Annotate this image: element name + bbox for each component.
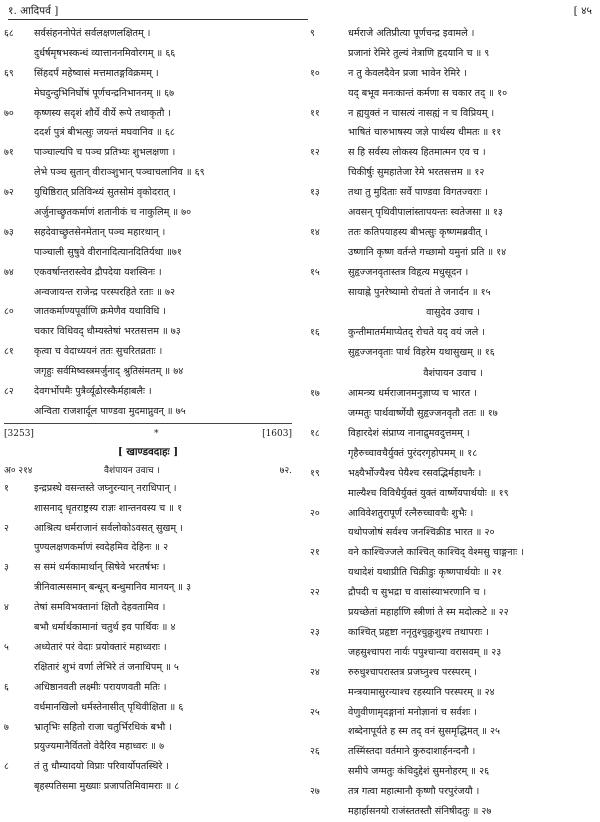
- verse-line: [310, 64, 596, 84]
- verse-number: ६९: [4, 67, 14, 79]
- verse-number: ८२: [4, 386, 14, 398]
- verse-line: [310, 802, 596, 822]
- verse-text: अधिष्ठानवती लक्ष्मीः परायणवती मतिः ।: [34, 681, 167, 693]
- verse-line: [310, 742, 596, 762]
- verse-number: ४: [4, 602, 9, 614]
- verse-text: पाञ्चाल्यपि च पञ्च प्रतिभ्यः शुभलक्षणा ।: [34, 147, 176, 159]
- verse-number: ६८: [4, 28, 14, 39]
- verse-text: शब्देनापूर्यते ह स्म तद् वनं सुसमृद्धिमत् ॥ २५: [348, 726, 501, 738]
- verse-text: माल्यैश्च विविधैर्युक्तं युक्तं वार्ष्णेयपार्थयोः ॥ १९: [348, 487, 509, 499]
- verse-number: ८१: [4, 346, 14, 358]
- verse-text: रुरुधुश्चापरास्तत्र प्रजघ्नुश्च परस्परम् ।: [348, 666, 477, 678]
- verse-line: [4, 44, 292, 64]
- verse-number: १९: [310, 467, 320, 479]
- verse-line: [310, 323, 596, 343]
- verse-text: भक्ष्यैर्भोज्यैश्च पेयैश्च रसवद्भिर्महाधनैः ।: [348, 467, 482, 479]
- verse-number: १८: [310, 428, 320, 440]
- verse-line: [4, 243, 292, 263]
- verse-line: [4, 479, 292, 499]
- verse-text: जातकर्माण्यपूर्वाणि क्रमेणैव यथाविधि ।: [34, 306, 167, 318]
- verse-line: [310, 722, 596, 742]
- verse-number: २०: [310, 507, 320, 519]
- verse-text: सायाह्ने पुनरेष्यामो रोचतां ते जनार्दन ॥ १५: [348, 286, 491, 298]
- verse-line: [310, 683, 596, 703]
- verse-line: [4, 638, 292, 658]
- verse-number: १२: [310, 147, 320, 159]
- verse-text: दुर्धर्षमृषभस्कन्धं व्यात्ताननमिवोरगम् ॥ ६६: [34, 47, 176, 59]
- verse-line: [4, 499, 292, 519]
- page-header: [8, 4, 592, 20]
- verse-line: [4, 342, 292, 362]
- verse-text: लेभे पञ्च सुतान् वीराञ्शुभान् पञ्चाचलानिव ॥ ६९: [34, 167, 205, 179]
- verse-text: जगृहुः सर्वमिष्वस्त्रमर्जुनाद् श्रुतिसंमतम् ॥ ७४: [34, 366, 184, 378]
- verse-text: युधिष्ठिरात् प्रतिविन्ध्यं सुतसोमं वृकोदरात् ।: [34, 187, 176, 199]
- verse-line: [310, 203, 596, 223]
- verse-text: तस्मिंस्तदा वर्तमाने कुरुदाशार्हनन्दनौ ।: [348, 746, 476, 758]
- verse-text: न ह्ययुक्तं न चासत्यं नासह्यं न च विप्रियम् ।: [348, 107, 495, 119]
- verse-number: ७१: [4, 147, 14, 159]
- verse-number: १६: [310, 327, 320, 339]
- verse-line: [4, 598, 292, 618]
- verse-line: [4, 302, 292, 322]
- verse-text: पाञ्चाली सुषुवे वीरानादित्यानदितिर्यथा ॥७१: [34, 246, 182, 258]
- verse-number: २५: [310, 706, 320, 718]
- verse-line: [4, 538, 292, 558]
- verse-line: [4, 123, 292, 143]
- verse-text: समीपे जग्मतुः कंचिदुद्देशं सुमनोहरम् ॥ २६: [348, 766, 490, 778]
- verse-number: ३: [4, 562, 9, 574]
- verse-text: भ्रातृभिः सहितो राजा चतुर्भिरधिकं बभौ ।: [34, 721, 172, 733]
- right-column: [310, 24, 596, 822]
- verse-text: अर्जुनाच्छ्रुतकर्माणं शतानीकं च नाकुलिम् ॥ ७०: [34, 207, 192, 219]
- verse-line: [310, 263, 596, 283]
- verse-line: [4, 84, 292, 104]
- verse-text: मेघदुन्दुभिनिर्घोषं पूर्णचन्द्रनिभाननम् ॥ ६७: [34, 87, 175, 99]
- verse-text: सुहृज्जनवृतास्तत्र विहृत्य मधुसूदन ।: [348, 266, 469, 278]
- verse-line: [4, 757, 292, 777]
- verse-text: तेषां समविभक्तानां क्षितौ देहवतामिव ।: [34, 602, 166, 614]
- verse-text: सर्वसंहननोपेतं सर्वलक्षणलक्षितम् ।: [34, 28, 151, 39]
- verse-line: [4, 382, 292, 402]
- verse-line: [310, 663, 596, 683]
- verse-number: २७: [310, 786, 320, 798]
- verse-line: [4, 658, 292, 678]
- verse-text: यद् बभूव मनःकान्तं कर्मणा स चकार तद् ॥ १०: [348, 87, 508, 99]
- verse-line: [310, 623, 596, 643]
- verse-line: [4, 322, 292, 342]
- verse-text: सिंहदर्पं महेष्वासं मत्तमातङ्गविक्रमम् ।: [34, 67, 159, 79]
- verse-text: ततः कतिपयाहस्य बीभत्सुः कृष्णमब्रवीत् ।: [348, 226, 488, 238]
- verse-line: [4, 64, 292, 84]
- verse-line: [310, 444, 596, 464]
- verse-text: द्रौपदी च सुभद्रा च वासांस्याभरणानि च ।: [348, 587, 487, 599]
- verse-line: [4, 678, 292, 698]
- verse-number: १७: [310, 388, 320, 400]
- verse-text: सुहृज्जनवृताः पार्थ विहरेम यथासुखम् ॥ १६: [348, 347, 495, 359]
- verse-number: ७२: [4, 187, 14, 199]
- verse-text: पुण्यलक्षणकर्माणं स्वदेहमिव देहिनः ॥ २: [34, 542, 169, 554]
- speaker-heading: वैशंपायन उवाच ।: [423, 368, 483, 380]
- verse-line: [4, 223, 292, 243]
- section-title: [ खाण्डवदाहः ]: [117, 445, 179, 458]
- verse-text: अवसन् पृथिवीपालांस्तापयन्तः स्वतेजसा ॥ १३: [348, 207, 503, 219]
- verse-text: वने काश्चिज्जले काश्चित् काश्चिद् वेश्मसु चाङ्गनाः ।: [348, 547, 524, 559]
- verse-line: [4, 737, 292, 757]
- verse-line: [310, 603, 596, 623]
- verse-number: १०: [310, 67, 320, 79]
- verse-text: त्रीनिवात्मसमान् बन्धून् बन्धुमानिव मानयन् ॥ ३: [34, 582, 192, 594]
- verse-line: [4, 283, 292, 303]
- verse-line: [310, 84, 596, 104]
- adhyaya-number: अ० २१४: [4, 465, 33, 476]
- verse-line: [310, 464, 596, 484]
- verse-text: आश्रित्य धर्मराजानं सर्वलोकोऽवसत् सुखम् ।: [34, 522, 183, 534]
- verse-line: [310, 484, 596, 504]
- verse-line: [4, 519, 292, 539]
- verse-line: [4, 362, 292, 382]
- verse-line: [4, 578, 292, 598]
- verse-text: वेणुवीणामृदङ्गानां मनोज्ञानां च सर्वशः ।: [348, 706, 477, 718]
- verse-line: [4, 183, 292, 203]
- verse-line: [310, 782, 596, 802]
- adhyaya-count: ७२.: [279, 465, 292, 476]
- verse-line: [4, 402, 292, 422]
- verse-number: २४: [310, 666, 320, 678]
- verse-line: [4, 263, 292, 283]
- verse-text: विहारदेशं संप्राप्य नानाद्रुमवदुत्तमम् ।: [348, 428, 470, 440]
- verse-line: [4, 618, 292, 638]
- left-column: [4, 24, 292, 797]
- verse-text: स समं धर्मकामार्थान् सिषेवे भरतर्षभः ।: [34, 562, 166, 574]
- verse-text: चिकीर्षुः सुमहातेजा रेमे भरतसत्तम ॥ १२: [348, 167, 485, 179]
- verse-line: [310, 104, 596, 124]
- verse-text: स हि सर्वस्य लोकस्य हितमात्मन एव च ।: [348, 147, 486, 159]
- verse-line: [4, 143, 292, 163]
- speaker-heading: वासुदेव उवाच ।: [426, 307, 480, 319]
- verse-number: १३: [310, 187, 320, 199]
- verse-text: भाषितं चारुभाषस्य जज्ञे पार्थस्य धीमतः ॥ ११: [348, 127, 502, 139]
- verse-number: ७: [4, 721, 9, 733]
- verse-text: बृहस्पतिसमा मुख्याः प्रजापतिमिवामराः ॥ ८: [34, 781, 180, 793]
- header-divider: [8, 19, 308, 20]
- verse-line: [310, 123, 596, 143]
- verse-number: ७४: [4, 266, 14, 278]
- verse-text: कृत्वा च वेदाध्ययनं ततः सुचरितव्रताः ।: [34, 346, 163, 358]
- verse-line: [310, 424, 596, 444]
- verse-text: प्रयुज्यमानैर्विततो वेदैरिव महाध्वरः ॥ ७: [34, 741, 165, 753]
- verse-line: [4, 698, 292, 718]
- verse-text: वर्धमानखिलो धर्मस्तेनासीत् पृथिवीक्षिता ॥ ६: [34, 701, 184, 713]
- verse-text: तं तु धौम्यादयो विप्राः परिवार्योपतस्थिरे ।: [34, 761, 169, 773]
- verse-number: ८: [4, 761, 9, 773]
- verse-line: [310, 163, 596, 183]
- verse-line: [4, 24, 292, 44]
- verse-text: इन्द्रप्रस्थे वसन्तस्ते जघ्नुरन्यान् नराधिपान् ।: [34, 482, 177, 494]
- verse-line: [310, 563, 596, 583]
- verse-line: [310, 384, 596, 404]
- verse-text: जग्मतुः पार्थवार्ष्णेयौ सुहृज्जनवृतौ ततः ॥ १७: [348, 408, 498, 420]
- verse-number: २६: [310, 746, 320, 758]
- verse-line: [310, 343, 596, 363]
- verse-text: प्रयच्छेतां महार्हाणि स्त्रीणां ते स्म मदोत्कटे ॥ २२: [348, 607, 509, 619]
- verse-line: [310, 404, 596, 424]
- verse-text: यथोपजोषं सर्वश्च जनश्चिक्रीड भारत ॥ २०: [348, 527, 495, 539]
- verse-number: १: [4, 482, 9, 494]
- verse-number: ११: [310, 107, 320, 119]
- verse-number: २: [4, 522, 9, 534]
- reference-right: [1603]: [262, 428, 292, 439]
- verse-number: ६: [4, 681, 9, 693]
- verse-line: [310, 283, 596, 303]
- verse-text: अध्येतारं परं वेदाः प्रयोक्तारं महाध्वराः ।: [34, 641, 167, 653]
- verse-line: [310, 762, 596, 782]
- reference-left: [3253]: [4, 428, 34, 439]
- verse-text: आविवेशतुरापूर्णं रत्नैरुच्चावचैः शुभैः ।: [348, 507, 474, 519]
- page-number: [ ४५: [573, 5, 592, 17]
- verse-text: अन्विता राजशार्दूल पाण्डवा मुदमाप्नुवन् ॥ ७५: [34, 405, 186, 417]
- verse-text: तथा तु मुदिताः सर्वे पाण्डवा विगतज्वराः ।: [348, 187, 488, 199]
- verse-line: [310, 504, 596, 524]
- verse-text: कुन्तीमातर्ममाप्येतद् रोचते यद् वयं जले ।: [348, 327, 485, 339]
- book-section-label: १. आदिपर्व ]: [8, 5, 59, 17]
- verse-number: ८०: [4, 306, 14, 318]
- verse-number: ५: [4, 641, 9, 653]
- verse-text: धर्मराजे अतिप्रीत्या पूर्णचन्द्र इवामले ।: [348, 28, 475, 39]
- verse-line: [4, 558, 292, 578]
- verse-text: आमन्त्र्य धर्मराजानमनुज्ञाप्य च भारत ।: [348, 388, 477, 400]
- verse-text: ददर्श पुत्रं बीभत्सुः जयन्तं मघवानिव ॥ ६८: [34, 127, 175, 139]
- verse-text: प्रजानां रेमिरे तुल्यं नेत्राणि हृदयानि च ॥ ९: [348, 47, 490, 59]
- verse-text: उष्णानि कृष्ण वर्तन्ते गच्छामो यमुनां प्रति ॥ १४: [348, 246, 507, 258]
- verse-number: ९: [310, 28, 315, 39]
- verse-text: यथादेशं यथाप्रीति चिक्रीडुः कृष्णपार्थयोः ॥ २१: [348, 567, 502, 579]
- verse-line: [310, 143, 596, 163]
- verse-line: [310, 223, 596, 243]
- verse-line: [310, 643, 596, 663]
- verse-line: [4, 104, 292, 124]
- verse-line: [4, 718, 292, 738]
- verse-line: [310, 24, 596, 44]
- verse-text: चकार विधिवद् धौम्यस्तेषां भरतसत्तम ॥ ७३: [34, 326, 181, 338]
- verse-text: न तु केवलदैवेन प्रजा भावेन रेमिरे ।: [348, 67, 467, 79]
- reference-star: *: [154, 428, 159, 439]
- verse-number: २१: [310, 547, 320, 559]
- verse-text: एकवर्षान्तरास्त्वेव द्रौपदेया यशस्विनः ।: [34, 266, 162, 278]
- verse-number: १४: [310, 226, 320, 238]
- verse-number: १५: [310, 266, 320, 278]
- verse-text: शासनाद् धृतराष्ट्रस्य राज्ञः शान्तनवस्य च ॥ १: [34, 502, 183, 514]
- adhyaya-line: [4, 463, 292, 479]
- verse-text: महार्हासनयो राजंस्ततस्तौ संनिषीदतुः ॥ २७: [348, 805, 492, 817]
- verse-text: रक्षितारं शुभं वर्णा लेभिरे तं जनाधिपम् ॥ ५: [34, 661, 179, 673]
- verse-line: [4, 203, 292, 223]
- verse-text: अन्वजायन्त राजेन्द्र परस्परहिते रताः ॥ ७२: [34, 286, 176, 298]
- verse-text: देवगर्भोपमैः पुत्रैर्व्यूढोरस्कैर्महाबलैः ।: [34, 386, 152, 398]
- reference-line: [4, 426, 292, 442]
- verse-line: [310, 44, 596, 64]
- verse-line: [4, 163, 292, 183]
- verse-text: काश्चित् प्रहृष्टा ननृतुश्चुक्रुशुश्च तथापराः ।: [348, 626, 489, 638]
- verse-text: जहसुश्चापरा नार्यः पपुश्चान्या वरासवम् ॥ २३: [348, 646, 502, 658]
- verse-line: [310, 583, 596, 603]
- verse-line: [310, 523, 596, 543]
- verse-text: सहदेवाच्छ्रुतसेनमेतान् पञ्च महारथान् ।: [34, 226, 166, 238]
- verse-number: ७३: [4, 226, 14, 238]
- verse-text: कृष्णस्य सदृशं शौर्ये वीर्ये रूपे तथाकृतौ ।: [34, 107, 171, 119]
- section-divider: [4, 423, 292, 424]
- verse-line: [4, 777, 292, 797]
- verse-line: [310, 703, 596, 723]
- verse-text: बभौ धर्मार्थकामानां चतुर्थ इव पार्थिवः ॥ ४: [34, 622, 176, 634]
- verse-line: [310, 243, 596, 263]
- verse-number: २३: [310, 626, 320, 638]
- verse-text: मन्त्रयामासुरन्याश्च रहस्यानि परस्परम् ॥ २४: [348, 686, 495, 698]
- verse-number: ७०: [4, 107, 14, 119]
- verse-number: २२: [310, 587, 320, 599]
- verse-text: गृहैरुच्चावचैर्युक्तं पुरंदरगृहोपमम् ॥ १८: [348, 447, 478, 459]
- verse-line: [310, 543, 596, 563]
- verse-text: तत्र गत्वा महात्मानौ कृष्णौ परपुरंजयौ ।: [348, 786, 480, 798]
- speaker-label: वैशंपायन उवाच ।: [104, 465, 160, 476]
- verse-line: [310, 183, 596, 203]
